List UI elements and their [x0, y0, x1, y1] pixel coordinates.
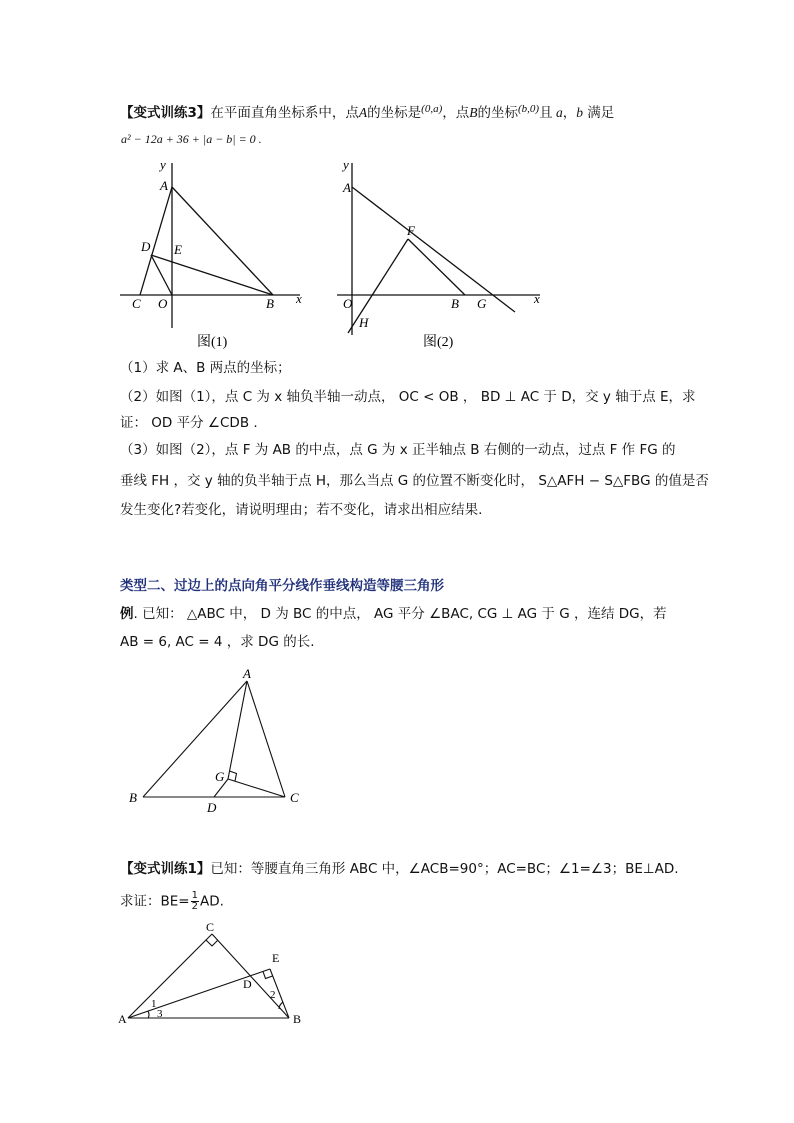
fig2-label-O: O: [343, 296, 353, 311]
fig2-label-x: x: [534, 291, 540, 306]
angle-arc-1: [148, 1011, 149, 1018]
tri-label-C: C: [290, 790, 299, 805]
exercise3-equation: a² − 12a + 36 + |a − b| = 0 .: [121, 132, 262, 146]
type2-example-line2: AB = 6, AC = 4 ，求 DG 的长.: [120, 634, 315, 650]
exercise3-q3-line1: （3）如图（2），点 F 为 AB 的中点，点 G 为 x 正半轴点 B 右侧的一动点，过点 F 作 FG 的: [120, 442, 676, 458]
fig2-label-G: G: [477, 296, 487, 311]
exercise3-q2-line1: （2）如图（1），点 C 为 x 轴负半轴一动点， OC < OB ， BD ⊥ AC 于 D，交 y 轴于点 E，求: [120, 389, 696, 405]
segment-GC: [228, 779, 285, 797]
segment-AC: [128, 934, 212, 1018]
fig1-label-O: O: [158, 296, 168, 311]
exercise1-title: 【变式训练1】: [120, 861, 211, 877]
angle-arc-2: [279, 1002, 283, 1009]
fig2-label-B: B: [451, 296, 459, 311]
fig1-label-y: y: [160, 157, 166, 172]
exercise3-q2-line2: 证： OD 平分 ∠CDB .: [120, 415, 258, 431]
fig2-line-AB-extended: [352, 187, 515, 312]
iso-label-B: B: [293, 1012, 302, 1026]
fig2-label-y: y: [343, 157, 349, 172]
fig1-label-x: x: [296, 291, 302, 306]
tri-label-A: A: [243, 666, 251, 681]
iso-angle-3: 3: [157, 1008, 163, 1020]
example-label: 例: [120, 606, 134, 622]
figure-2: [335, 155, 550, 350]
fig1-label-B: B: [266, 296, 274, 311]
fig2-label-F: F: [407, 223, 415, 238]
fig1-label-A: A: [160, 178, 168, 193]
exercise3-q3-line3: 发生变化?若变化，请说明理由；若不变化，请求出相应结果.: [120, 502, 483, 518]
fig2-label-A: A: [343, 180, 351, 195]
fig2-segment-FH: [348, 239, 408, 333]
figure-1: [110, 155, 315, 350]
iso-label-A: A: [118, 1012, 127, 1026]
fraction-one-half: $\frac{1}{2}$: [191, 890, 198, 912]
segment-AC: [247, 681, 285, 797]
tri-label-B: B: [129, 790, 137, 805]
iso-label-D: D: [243, 977, 252, 991]
iso-label-C: C: [206, 920, 215, 934]
exercise3-line1: 【变式训练3】在平面直角坐标系中，点A的坐标是$^{(0,a)}$，点B的坐标$^{(b,0)}$且 a，b 满足: [120, 103, 615, 121]
segment-AG: [228, 681, 247, 779]
exercise3-q1: （1）求 A、B 两点的坐标；: [120, 360, 291, 376]
exercise1-line2: 求证：BE= $\frac{1}{2}$ AD.: [120, 890, 224, 912]
right-angle-mark-C: [206, 940, 218, 946]
fig1-label-D: D: [141, 239, 151, 254]
exercise3-q3-line2: 垂线 FH ，交 y 轴的负半轴于点 H，那么当点 G 的位置不断变化时， S△AFH − S△FBG 的值是否: [120, 473, 709, 489]
iso-label-E: E: [272, 951, 280, 965]
fig1-label-C: C: [132, 296, 141, 311]
fig2-label-H: H: [359, 315, 369, 330]
type2-example-line1: 例. 已知： △ABC 中， D 为 BC 的中点， AG 平分 ∠BAC, CG ⊥ AG 于 G ，连结 DG，若: [120, 606, 667, 622]
figure-isosceles-right: [115, 918, 315, 1030]
iso-angle-2: 2: [270, 989, 276, 1001]
tri-label-D: D: [207, 800, 217, 815]
exercise1-line1: 【变式训练1】已知：等腰直角三角形 ABC 中，∠ACB=90°；AC=BC；∠1=∠3；BE⊥AD.: [120, 861, 679, 877]
fig1-caption: 图(1): [197, 335, 228, 350]
tri-label-G: G: [215, 769, 225, 784]
fig1-label-E: E: [174, 242, 182, 257]
iso-angle-1: 1: [151, 998, 157, 1010]
fig2-caption: 图(2): [423, 335, 454, 350]
type2-heading: 类型二、过边上的点向角平分线作垂线构造等腰三角形: [120, 578, 444, 594]
figure-triangle-abc: [120, 665, 320, 820]
exercise3-title: 【变式训练3】: [120, 105, 211, 121]
